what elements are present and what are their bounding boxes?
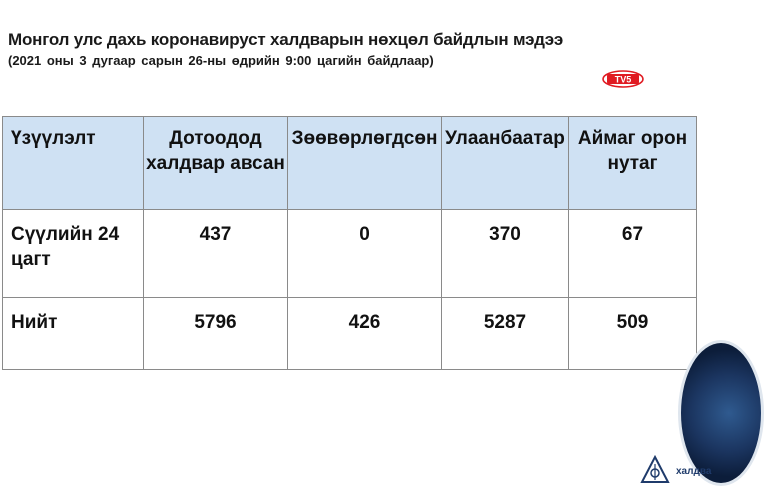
column-header-ulaanbaatar: Улаанбаатар: [442, 117, 569, 210]
table-cell: 0: [288, 210, 442, 298]
table-cell: 509: [569, 298, 697, 370]
table-header-row: [3, 117, 697, 210]
row-label: Сүүлийн 24 цагт: [3, 210, 144, 298]
table-cell: 5287: [442, 298, 569, 370]
table-row: [3, 210, 697, 298]
column-header-indicator: Үзүүлэлт: [3, 117, 144, 210]
stats-table: [2, 116, 697, 370]
footer-text: халдва: [676, 466, 712, 477]
health-ministry-logo-icon: [640, 455, 670, 485]
column-header-local: Дотоодод халдвар авсан: [144, 117, 288, 210]
table-cell: 370: [442, 210, 569, 298]
page-subtitle: (2021 оны 3 дугаар сарын 26-ны өдрийн 9:00 цагийн байдлаар): [8, 53, 434, 68]
column-header-imported: Зөөвөрлөгдсөн: [288, 117, 442, 210]
table-cell: 426: [288, 298, 442, 370]
table-cell: 437: [144, 210, 288, 298]
column-header-provinces: Аймаг орон нутаг: [569, 117, 697, 210]
page-title: Монгол улс дахь коронавируст халдварын нөхцөл байдлын мэдээ: [8, 30, 564, 49]
table-cell: 5796: [144, 298, 288, 370]
table-row: [3, 298, 697, 370]
table-cell: 67: [569, 210, 697, 298]
tv5-logo-text: TV5: [614, 74, 632, 85]
row-label: Нийт: [3, 298, 144, 370]
tv5-logo: [601, 68, 645, 88]
globe-image: [678, 340, 764, 486]
